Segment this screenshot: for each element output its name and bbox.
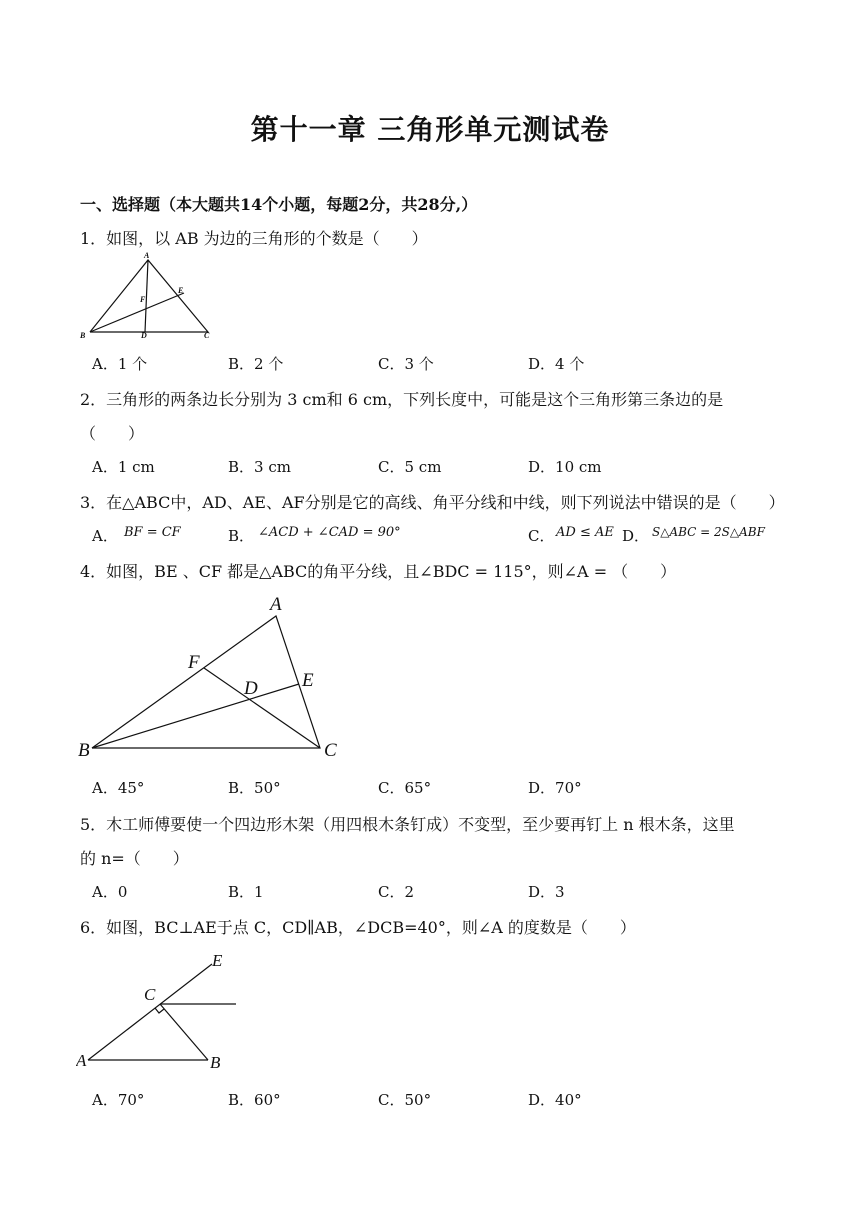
question-4-stem: 4．如图，BE 、CF 都是△ABC的角平分线，且∠BDC = 115°，则∠A = （ ）	[80, 562, 677, 581]
q5-option-c[interactable]: C．2	[378, 883, 415, 901]
point-label-b: B	[210, 1053, 221, 1072]
segment-be	[90, 293, 184, 332]
q6-option-c[interactable]: C．50°	[378, 1091, 432, 1109]
point-label-f: F	[188, 652, 200, 673]
question-1-stem: 1．如图，以 AB 为边的三角形的个数是（ ）	[80, 229, 428, 248]
q2-option-a[interactable]: A．1 cm	[92, 458, 155, 476]
segment-cb	[160, 1004, 208, 1060]
q3-option-d-letter[interactable]: D．	[622, 527, 650, 545]
q1-option-a[interactable]: A．1 个	[92, 355, 148, 373]
line-ae	[88, 964, 212, 1060]
q5-option-d[interactable]: D．3	[528, 883, 565, 901]
q3-option-d-expr: S△ABC = 2S△ABF	[652, 525, 765, 539]
q6-option-b[interactable]: B．60°	[228, 1091, 281, 1109]
q2-option-b[interactable]: B．3 cm	[228, 458, 291, 476]
q1-option-d[interactable]: D．4 个	[528, 355, 585, 373]
question-6-stem: 6．如图，BC⊥AE于点 C，CD∥AB，∠DCB=40°，则∠A 的度数是（ ）	[80, 918, 636, 937]
q5-option-a[interactable]: A．0	[92, 883, 128, 901]
question-2-stem-line1: 2．三角形的两条边长分别为 3 cm和 6 cm，下列长度中，可能是这个三角形第三条边的是	[80, 390, 724, 409]
point-label-d: D	[141, 331, 147, 340]
point-label-c: C	[324, 740, 337, 761]
q3-option-a-expr: BF = CF	[124, 525, 181, 540]
point-label-e: E	[212, 951, 223, 970]
q1-option-b[interactable]: B．2 个	[228, 355, 284, 373]
q1-option-c[interactable]: C．3 个	[378, 355, 434, 373]
point-label-e: E	[178, 286, 184, 295]
point-label-e: E	[302, 670, 314, 691]
question-1-figure	[78, 250, 218, 342]
page-title: 第十一章 三角形单元测试卷	[250, 113, 610, 146]
q5-option-b[interactable]: B．1	[228, 883, 264, 901]
point-label-a: A	[144, 251, 150, 260]
point-label-a: A	[270, 594, 282, 615]
q3-option-b-expr: ∠ACD + ∠CAD = 90°	[258, 525, 401, 540]
q2-option-d[interactable]: D．10 cm	[528, 458, 602, 476]
q6-option-a[interactable]: A．70°	[92, 1091, 145, 1109]
q3-option-c-expr: AD ≤ AE	[556, 525, 614, 540]
q3-option-a-letter[interactable]: A．	[92, 527, 118, 545]
point-label-c: C	[144, 985, 156, 1004]
q6-option-d[interactable]: D．40°	[528, 1091, 582, 1109]
question-6-figure	[76, 948, 246, 1073]
q4-option-d[interactable]: D．70°	[528, 779, 582, 797]
segment-ad	[145, 260, 148, 332]
point-label-b: B	[80, 331, 86, 340]
point-label-f: F	[140, 295, 146, 304]
q3-option-c-letter[interactable]: C．	[528, 527, 555, 545]
point-label-b: B	[78, 740, 90, 761]
question-3-stem: 3．在△ABC中，AD、AE、AF分别是它的高线、角平分线和中线，则下列说法中错误的是（ ）	[80, 493, 785, 512]
point-label-c: C	[204, 331, 210, 340]
bisector-be	[92, 684, 299, 748]
right-angle-mark	[155, 1008, 164, 1013]
triangle-abc	[92, 616, 320, 748]
triangle-abc	[90, 260, 208, 332]
q4-option-c[interactable]: C．65°	[378, 779, 432, 797]
q2-option-c[interactable]: C．5 cm	[378, 458, 442, 476]
question-2-stem-line2: （ ）	[80, 424, 145, 443]
q4-option-b[interactable]: B．50°	[228, 779, 281, 797]
section-heading: 一、选择题（本大题共14个小题，每题2分，共28分,）	[80, 195, 478, 214]
point-label-a: A	[76, 1051, 87, 1070]
question-5-stem-line1: 5．木工师傅要使一个四边形木架（用四根木条钉成）不变型，至少要再钉上 n 根木条，这里	[80, 815, 735, 834]
point-label-d: D	[244, 678, 258, 699]
q4-option-a[interactable]: A．45°	[92, 779, 145, 797]
question-4-figure	[76, 590, 346, 765]
question-5-stem-line2: 的 n=（ ）	[80, 849, 189, 868]
q3-option-b-letter[interactable]: B．	[228, 527, 255, 545]
